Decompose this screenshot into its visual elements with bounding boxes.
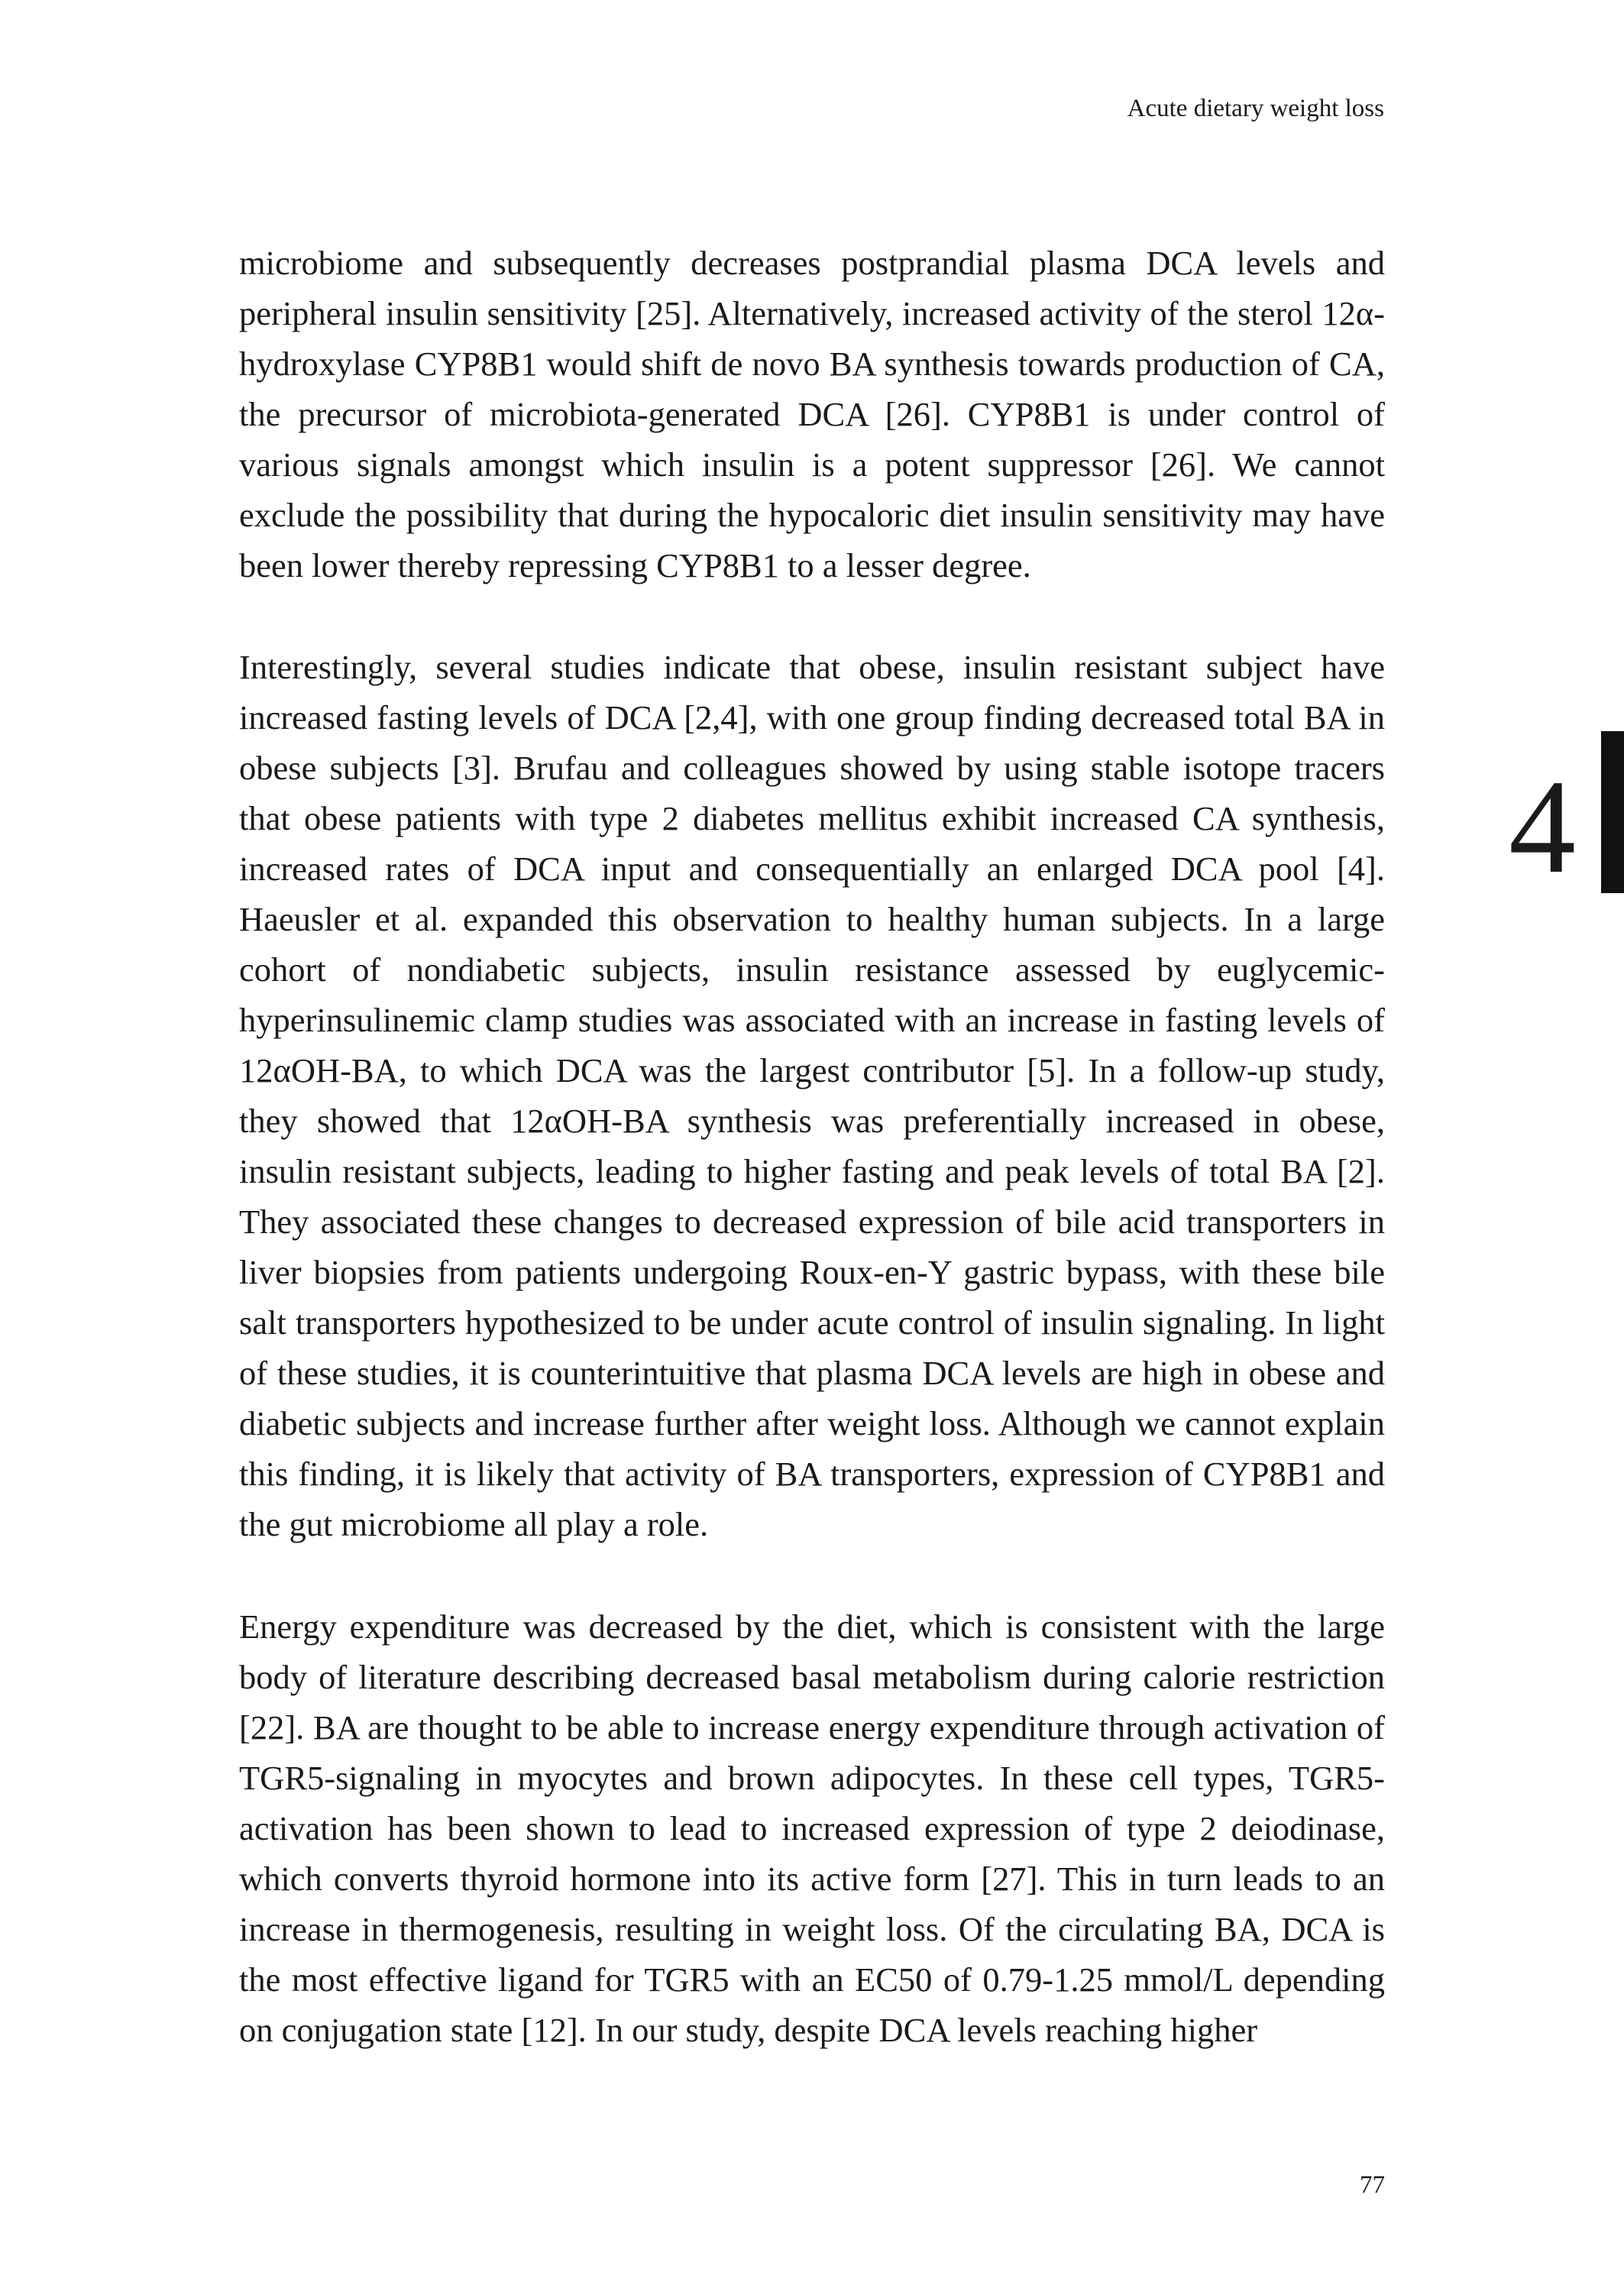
chapter-number: 4: [1509, 753, 1576, 902]
running-header: Acute dietary weight loss: [1127, 95, 1384, 122]
body-paragraph-1: microbiome and subsequently decreases postprandial plasma DCA levels and peripheral insulin sensitivity [25]. Alternatively, increased activity of the sterol 12α-hydroxylase CYP8B1 would shift de novo BA synthesis towards production of CA, the precursor of microbiota-generated DCA [26]. CYP8B1 is under control of various signals amongst which insulin is a potent suppressor [26]. We cannot exclude the possibility that during the hypocaloric diet insulin sensitivity may have been lower thereby repressing CYP8B1 to a lesser degree.: [239, 244, 1385, 584]
body-paragraph-2: Interestingly, several studies indicate that obese, insulin resistant subject have increased fasting levels of DCA [2,4], with one group finding decreased total BA in obese subjects [3]. Brufau and colleagues showed by using stable isotope tracers that obese patients with type 2 diabetes mellitus exhibit increased CA synthesis, increased rates of DCA input and consequentially an enlarged DCA pool [4]. Haeusler et al. expanded this observation to healthy human subjects. In a large cohort of nondiabetic subjects, insulin resistance assessed by euglycemic-hyperinsulinemic clamp studies was associated with an increase in fasting levels of 12αOH-BA, to which DCA was the largest contributor [5]. In a follow-up study, they showed that 12αOH-BA synthesis was preferentially increased in obese, insulin resistant subjects, leading to higher fasting and peak levels of total BA [2]. They associated these changes to decreased expression of bile acid transporters in liver biopsies from patients undergoing Roux-en-Y gastric bypass, with these bile salt transporters hypothesized to be under acute control of insulin signaling. In light of these studies, it is counterintuitive that plasma DCA levels are high in obese and diabetic subjects and increase further after weight loss. Although we cannot explain this finding, it is likely that activity of BA transporters, expression of CYP8B1 and the gut microbiome all play a role.: [239, 648, 1385, 1543]
chapter-thumb-tab: [1601, 731, 1624, 893]
body-paragraph-3: Energy expenditure was decreased by the diet, which is consistent with the large body of literature describing decreased basal metabolism during calorie restriction [22]. BA are thought to be able to increase energy expenditure through activation of TGR5-signaling in myocytes and brown adipocytes. In these cell types, TGR5-activation has been shown to lead to increased expression of type 2 deiodinase, which converts thyroid hormone into its active form [27]. This in turn leads to an increase in thermogenesis, resulting in weight loss. Of the circulating BA, DCA is the most effective ligand for TGR5 with an EC50 of 0.79-1.25 mmol/L depending on conjugation state [12]. In our study, despite DCA levels reaching higher: [239, 1607, 1385, 2049]
page-number: 77: [1360, 2171, 1385, 2199]
